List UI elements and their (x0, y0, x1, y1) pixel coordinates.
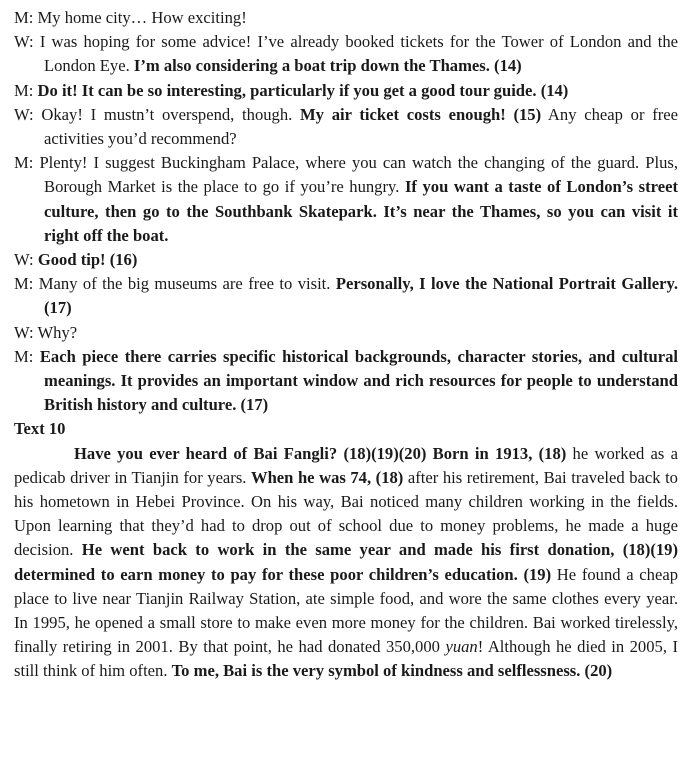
emphasis-text: Have you ever heard of Bai Fangli? (18)(19)(20) Born in 1913, (18) (74, 443, 567, 463)
dialogue-line (14, 272, 678, 320)
text-span: My home city… How exciting! (37, 8, 247, 27)
text-span: ! Although he died in 2005, I still think of him often. (14, 637, 678, 681)
emphasis-text: Personally, I love the National Portrait Gallery. (17) (44, 274, 678, 318)
text-span: Many of the big museums are free to visit. (38, 274, 336, 294)
text-span: Why? (37, 322, 78, 342)
speaker-label: W: (14, 250, 38, 270)
emphasis-text: If you want a taste of London’s street culture, then go to the Southbank Skatepark. It’s near the Thames, so you can visit it right off the boat. (44, 177, 678, 245)
emphasis-text: My air ticket costs enough! (15) (300, 104, 542, 124)
emphasis-text: Good tip! (16) (37, 250, 138, 270)
dialogue-line (14, 151, 678, 248)
dialogue-line (14, 103, 678, 151)
speaker-label: M: (14, 274, 39, 294)
emphasis-text: He went back to work in the same year and made his first donation, (18)(19) determined to earn money to pay for these poor children’s education. (19) (14, 540, 678, 584)
text-span: Any cheap or free activities you’d recommend? (44, 104, 678, 149)
emphasis-text: Do it! It can be so interesting, particularly if you get a good tour guide. (14) (37, 80, 569, 100)
text-span: Okay! I mustn’t overspend, though. (41, 104, 301, 124)
dialogue-line (14, 6, 678, 30)
passage-paragraph (14, 442, 678, 684)
text-span: he worked as a pedicab driver in Tianjin for years. (14, 443, 678, 487)
dialogue-line (14, 321, 678, 345)
speaker-label: W: (14, 32, 40, 52)
dialogue-line (14, 30, 678, 78)
speaker-label: M: (14, 153, 40, 173)
dialogue-line (14, 248, 678, 272)
text-span: Plenty! I suggest Buckingham Palace, where you can watch the changing of the guard. Plus, Borough Market is the place to go if you’re hungry. (39, 153, 678, 197)
emphasis-text: To me, Bai is the very symbol of kindness and selflessness. (20) (171, 661, 613, 681)
speaker-label: M: (14, 8, 38, 27)
emphasis-text: Each piece there carries specific historical backgrounds, character stories, and cultural meanings. It provides an important window and rich resources for people to understand British history and culture. (17) (39, 346, 679, 415)
text-span: He found a cheap place to live near Tianjin Railway Station, ate simple food, and wore the same clothes every year. In 1995, he opened a small store to make even more money for the children. Bai worked tirelessly, finally retiring in 2001. By that point, he had donated 350,000 (14, 564, 678, 657)
section-heading: Text 10 (14, 419, 66, 439)
dialogue-line (14, 79, 678, 103)
emphasis-text: When he was 74, (18) (250, 467, 404, 487)
text-span: after his retirement, Bai traveled back to his hometown in Hebei Province. On his way, Bai noticed many children working in the fields. Upon learning that they’d had to drop out of school due to money problems, he made a huge decision. (14, 467, 678, 560)
speaker-label: W: (14, 104, 42, 124)
text-span: I was hoping for some advice! I’ve already booked tickets for the Tower of London and the London Eye. (39, 32, 678, 76)
speaker-label: M: (14, 80, 38, 100)
speaker-label: W: (14, 322, 38, 342)
dialogue-line (14, 345, 678, 418)
speaker-label: M: (14, 346, 40, 366)
dialogue-transcript (14, 6, 678, 417)
text-span: yuan (445, 637, 478, 657)
emphasis-text: I’m also considering a boat trip down the Thames. (14) (133, 56, 522, 76)
